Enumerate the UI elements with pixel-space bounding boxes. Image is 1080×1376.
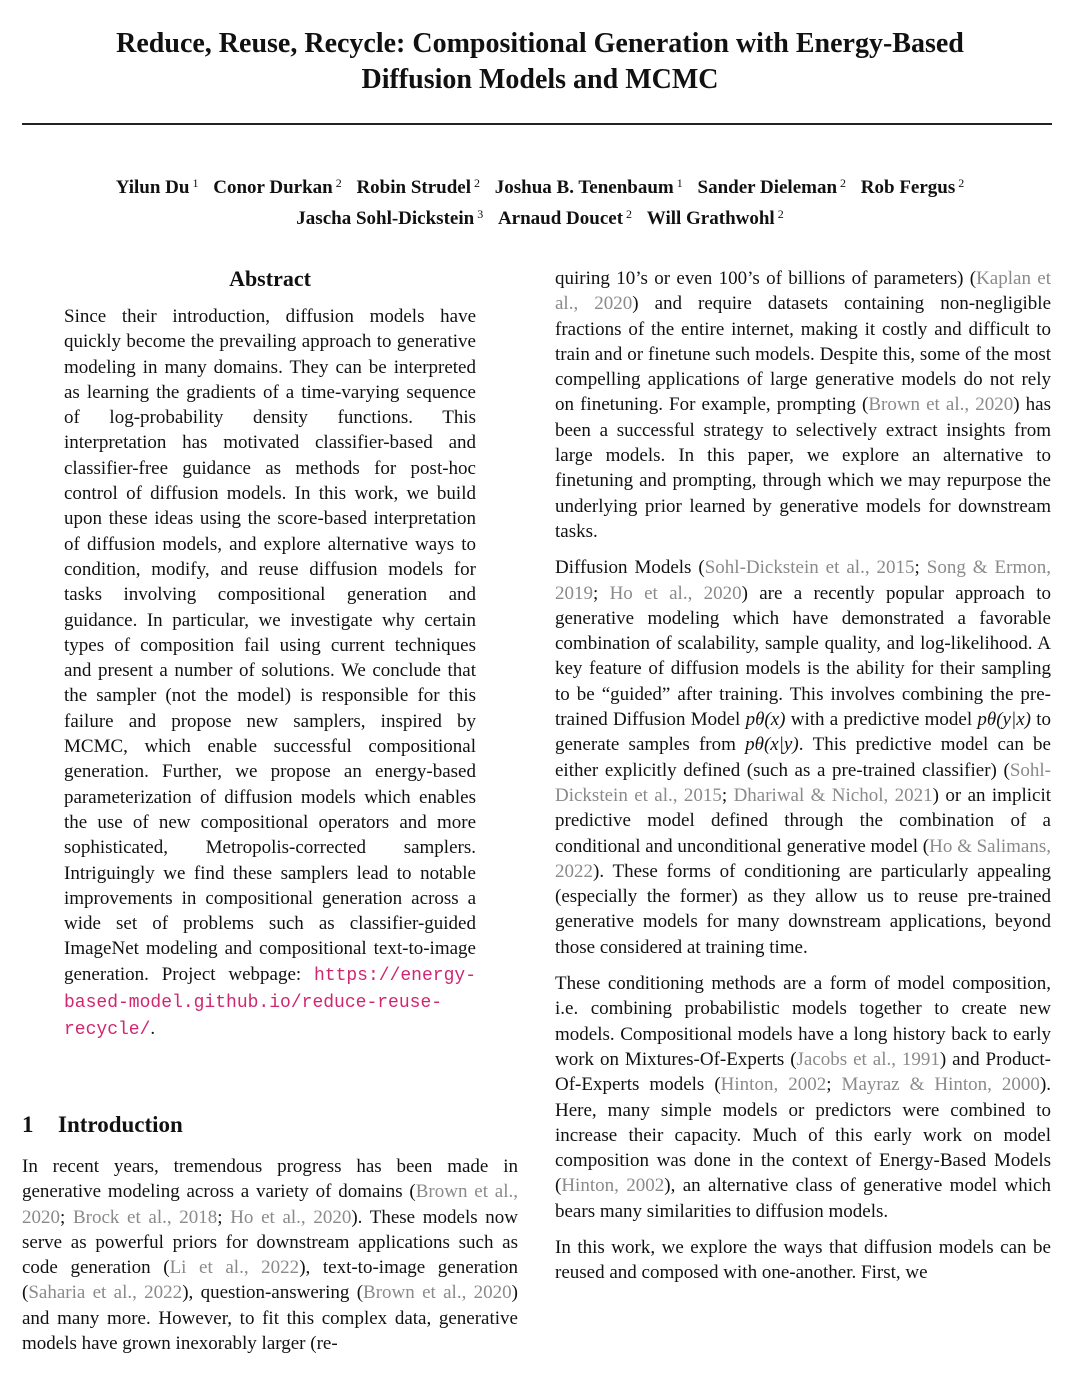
text-run: Diffusion Models ( [555,557,705,579]
citation-link[interactable]: Sohl-Dickstein et al., 2015 [704,557,915,579]
author: Jascha Sohl-Dickstein $^3$ [296,207,484,229]
introduction-section [22,1110,518,1367]
paragraph [555,1235,1051,1286]
paragraph [555,555,1051,960]
author: Conor Durkan $^2$ [213,176,342,198]
author: Will Grathwohl $^2$ [646,207,784,229]
citation-link[interactable]: Hinton, 2002 [561,1175,665,1197]
text-run: ; [60,1206,73,1228]
paragraph [555,266,1051,544]
title-line-1: Reduce, Reuse, Recycle: Compositional Generation with Energy-Based [116,28,964,59]
text-run: ), an alternative class of generative model which bears many similarities to diffusion models. [555,1175,1051,1222]
text-run: quiring 10’s or even 100’s of billions of parameters) ( [555,268,977,289]
author-row-2 [0,201,1080,232]
text-run: In this work, we explore the ways that diffusion models can be reused and composed with one-another. First, we [555,1236,1051,1284]
author: Yilun Du $^1$ [115,176,199,198]
citation-link[interactable]: Saharia et al., 2022 [28,1282,183,1304]
citation-link[interactable]: Ho et al., 2020 [609,582,742,604]
citation-link[interactable]: Li et al., 2022 [169,1257,300,1279]
text-run: ; [217,1206,231,1228]
citation-link[interactable]: Jacobs et al., 1991 [796,1048,940,1070]
author: Arnaud Doucet $^2$ [497,207,633,229]
citation-link[interactable]: Kaplan et al., 2020 [555,268,1051,315]
citation-link[interactable]: Brock et al., 2018 [72,1206,218,1228]
abstract-section [64,264,476,1055]
citation-link[interactable]: Song & Ermon, 2019 [555,557,1052,604]
citation-link[interactable]: Mayraz & Hinton, 2000 [841,1074,1040,1096]
citation-link[interactable]: Dhariwal & Nichol, 2021 [733,784,933,806]
text-run: ) and require datasets containing non-negligible fractions of the entire internet, making it costly and difficult to train and or finetune such models. Despite this, some of the most compelling applications of large generative models do not rely on finetuning. For example, prompting ( [555,293,1052,416]
citation-link[interactable]: Brown et al., 2020 [363,1282,512,1304]
paper-title [0,26,1080,98]
text-run: ). Here, many simple models or predictors were combined to increase their capacity. Much of this early work on model composition was done in the context of Energy-Based Models ( [555,1074,1052,1197]
text-run: ) or an implicit predictive model defined through the combination of a conditional and unconditional generative model ( [555,784,1051,857]
text-run: ; [721,784,734,806]
citation-link[interactable]: Ho et al., 2020 [230,1206,352,1228]
citation-link[interactable]: Ho & Salimans, 2022 [555,835,1052,882]
title-line-2: Diffusion Models and MCMC [361,64,719,95]
text-run: ; [593,582,610,604]
author: Rob Fergus $^2$ [860,176,965,198]
text-run: ) and Product-Of-Experts models ( [555,1048,1051,1096]
text-run: ) has been a successful strategy to selectively extract insights from large models. In this paper, we explore an alternative to finetuning and prompting, through which we may repurpose the underlying prior learned by generative models for downstream tasks. [555,394,1051,542]
citation-link[interactable]: Brown et al., 2020 [22,1181,518,1228]
text-run: . This predictive model can be either explicitly defined (such as a pre-trained classifier) ( [555,734,1051,781]
title-divider [22,123,1052,125]
abstract-body: Since their introduction, diffusion models have quickly become the prevailing approach to generative modeling in many domains. They can be interpreted as learning the gradients of a time-varying sequence of log-probability density functions. This interpretation has motivated classifier-based and classifier-free guidance as methods for post-hoc control of diffusion models. In this work, we build upon these ideas using the score-based interpretation of diffusion models, and explore alternative ways to condition, modify, and reuse diffusion models for tasks involving compositional generation and guidance. In particular, we investigate why certain types of composition fail using current techniques and present a number of solutions. We conclude that the sampler (not the model) is responsible for this failure and propose new samplers, inspired by MCMC, which enable successful compositional generation. Further, we propose an energy-based parameterization of diffusion models which enables the use of new compositional operators and more sophisticated, Metropolis-corrected samplers. Intriguingly we find these samplers lead to notable improvements in compositional generation across a wide set of problems such as classifier-guided ImageNet modeling and compositional text-to-image generation. Project webpage: https://energy-based-model.github.io/reduce-reuse-recycle/. [64,306,476,1041]
math-expression: pθ(x) [745,709,786,731]
text-run: ; [914,557,927,579]
author-list [0,170,1080,232]
section-heading: 1 Introduction [22,1112,183,1137]
author-row-1 [0,170,1080,201]
paragraph [22,1154,518,1356]
right-column [555,266,1051,1297]
math-expression: pθ(y|x) [977,709,1031,731]
text-run: ). These models now serve as powerful priors for downstream applications such as code generation ( [22,1206,518,1279]
author: Joshua B. Tenenbaum $^1$ [494,176,683,198]
abstract-heading: Abstract [229,266,311,291]
text-run: with a predictive model [785,709,978,731]
text-run: ), text-to-image generation ( [22,1257,518,1304]
text-run: to generate samples from [555,709,1051,756]
paragraph [555,971,1051,1224]
citation-link[interactable]: Brown et al., 2020 [868,394,1014,416]
text-run: ) are a recently popular approach to generative modeling which have demonstrated a favorable combination of scalability, sample quality, and log-likelihood. A key feature of diffusion models is the ability for their sampling to be “guided” after training. This involves combining the pre-trained Diffusion Model [555,582,1051,731]
project-webpage-link[interactable]: https://energy-based-model.github.io/reduce-reuse-recycle/ [64,965,476,1041]
text-run: In recent years, tremendous progress has been made in generative modeling across a variety of domains ( [22,1156,518,1203]
math-expression: pθ(x|y) [745,734,799,756]
citation-link[interactable]: Hinton, 2002 [720,1074,827,1096]
text-run: ; [826,1074,842,1096]
text-run: ), question-answering ( [182,1282,364,1304]
text-run: ). These forms of conditioning are particularly appealing (especially the former) as they allow us to reuse pre-trained generative models for many downstream applications, beyond those considered at training time. [555,860,1051,958]
author: Robin Strudel $^2$ [356,176,481,198]
text-run: These conditioning methods are a form of model composition, i.e. combining probabilistic models together to create new models. Compositional models have a long history back to early work on Mixtures-Of-Experts ( [555,973,1051,1070]
author: Sander Dieleman $^2$ [697,176,847,198]
citation-link[interactable]: Sohl-Dickstein et al., 2015 [555,759,1051,806]
text-run: ) and many more. However, to fit this complex data, generative models have grown inexorably larger (re- [22,1282,518,1355]
